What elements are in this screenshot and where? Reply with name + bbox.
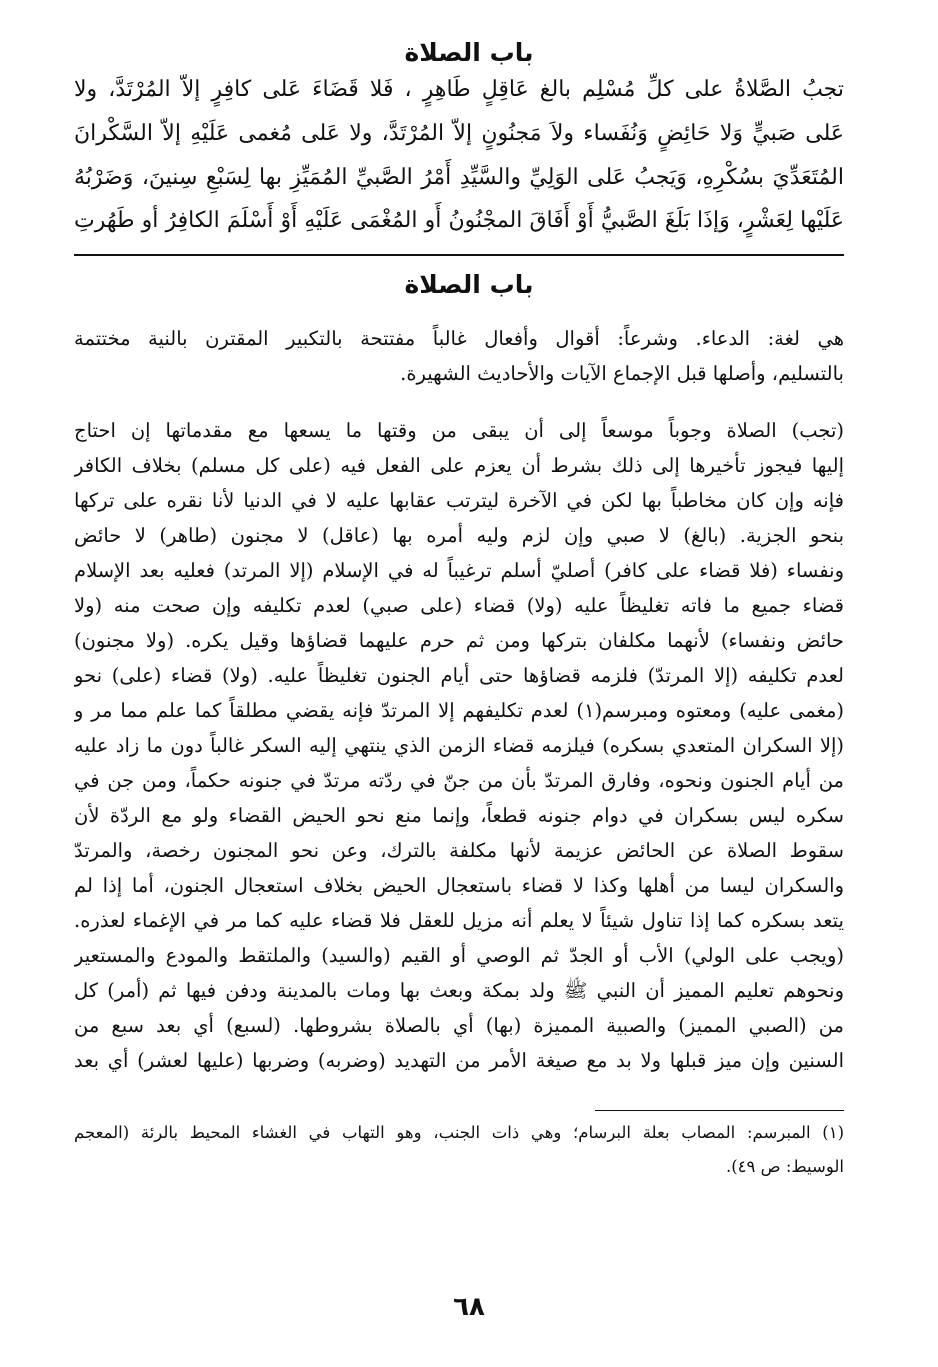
sharh-line: لعدم تكليفه (إلا المرتدّ) فلزمه قضاؤها حتى أيام الجنون تغليظاً عليه. (ولا) قضاء (على) نحو (74, 664, 844, 687)
footnote-line: (١) المبرسم: المصاب بعلة البرسام؛ وهي ذات الجنب، وهو التهاب في الغشاء المحيط بالرئة (المعجم (74, 1123, 844, 1142)
sharh-line: قضاء جميع ما فاته تغليظاً عليه (ولا) قضاء (على صبي) لعدم تكليفه وإن صحت منه (ولا (74, 594, 844, 617)
sharh-line: (تجب) الصلاة وجوباً موسعاً إلى أن يبقى من وقتها ما يسعها مع مقدماتها إن احتاج (74, 419, 844, 442)
sharh-line: بنحو الجزية. (بالغ) لا صبي وإن لزم وليه أمره بها (عاقل) لا مجنون (طاهر) لا حائض (74, 524, 844, 547)
sharh-line: سكره ليس بسكران في دوام جنونه قطعاً، وإنما منع نحو الحيض القضاء ولو مع الردّة لأن (74, 804, 844, 827)
footnote-separator (595, 1110, 844, 1111)
intro-line: بالتسليم، وأصلها قبل الإجماع الآيات والأحاديث الشهيرة. (400, 362, 844, 385)
sharh-line: سقوط الصلاة عن الحائض عزيمة لأنها مكلفة بالترك، وعن نحو المجنون رخصة، والمرتدّ (74, 839, 844, 862)
footnote-line: الوسيط: ص ٤٩). (725, 1157, 844, 1176)
sharh-line: من (الصبي المميز) والصبية المميزة (بها) أي بالصلاة بشروطها. (لسبع) أي بعد سبع من (74, 1014, 844, 1037)
sharh-line: السنين وإن ميز قبلها ولا بد مع صيغة الأمر من التهديد (وضربه) وضربها (عليها لعشر) أي بعد (74, 1049, 844, 1072)
sharh-line: فإنه وإن كان مخاطباً بها لكن في الآخرة ليترتب عقابها عليه لا في الدنيا لأنا نقره على تركها (74, 489, 844, 512)
sharh-line: (إلا السكران المتعدي بسكره) فيلزمه قضاء الزمن الذي ينتهي إليه السكر غالباً دون ما زاد عليه (74, 734, 844, 757)
sharh-line: (ويجب على الولي) الأب أو الجدّ ثم الوصي أو القيم (والسيد) والملتقط والمودع والمستعير (74, 944, 844, 967)
sharh-title: باب الصلاة (404, 270, 534, 299)
sharh-line: إليها فيجوز تأخيرها إلى ذلك بشرط أن يعزم على الفعل فيه (على كل مسلم) بخلاف الكافر (74, 454, 844, 477)
matn-line: المُتَعَدِّيَ بسُكْرِهِ، وَيَجبُ عَلى الوَلِيِّ والسَّيِّدِ أَمْرُ الصَّبيِّ المُمَيِّزِ بها لِسَبْعِ سِنينَ، وَضَرْبُهُ (74, 165, 844, 190)
sharh-line: حائض ونفساء) لأنهما مكلفان بتركها ومن ثم حرم عليهما قضاؤها وقيل يكره. (ولا مجنون) (74, 629, 844, 652)
matn-title: باب الصلاة (404, 38, 534, 67)
sharh-line: (مغمى عليه) ومعتوه ومبرسم(١) لعدم تكليفهم إلا المرتدّ فإنه يقضي مطلقاً كما علم مما مر و (74, 699, 844, 722)
section-divider (74, 254, 844, 256)
matn-line: تجبُ الصَّلاةُ على كلِّ مُسْلِم بالغ عَاقِلٍ طَاهِرٍ ، فَلا قَضَاءَ عَلى كافِرٍ إلاّ المُرْتَدَّ، ولا (74, 77, 844, 102)
sharh-line: من أيام الجنون ونحوه، وفارق المرتدّ بأن من جنّ في ردّته مرتدّ في جنونه حكماً، ومن جن في (74, 769, 844, 792)
sharh-line: يتعد بسكره كما إذا تناول شيئاً لا يعلم أنه مزيل للعقل فلا قضاء عليه كما مر في الإغماء لعذره. (74, 909, 844, 932)
sharh-line: ونفساء (فلا قضاء على كافر) أصليّ أسلم ترغيباً له في الإسلام (إلا المرتد) فعليه بعد الإسلام (74, 559, 844, 582)
page-number: ٦٨ (453, 1292, 485, 1322)
sharh-line: ونحوهم تعليم المميز أن النبي ﷺ ولد بمكة وبعث بها ومات بالمدينة ودفن فيها ثم (أمر) كل (74, 979, 844, 1002)
matn-line: عَلَيْها لِعَشْرٍ، وَإذَا بَلَغَ الصَّبيُّ أَوْ أَفَاقَ المجْنُونُ أَو المُغْمَى عَلَيْهِ أَوْ أَسْلَمَ الكافِرُ أو طَهُرتِ (74, 208, 844, 233)
sharh-line: والسكران ليسا من أهلها وكذا لا قضاء باستعجال الحيض بخلاف استعجال الجنون، أما إذا لم (74, 874, 844, 897)
matn-line: عَلى صَبيٍّ وَلا حَائِضٍ وَنُفَساء ولاَ مَجنُونٍ إلاّ المُرْتَدَّ، ولا عَلى مُغمى عَلَيْهِ إلاّ السَّكْرانَ (74, 121, 844, 146)
intro-line: هي لغة: الدعاء. وشرعاً: أقوال وأفعال غالباً مفتتحة بالتكبير المقترن بالنية مختتمة (74, 327, 844, 350)
